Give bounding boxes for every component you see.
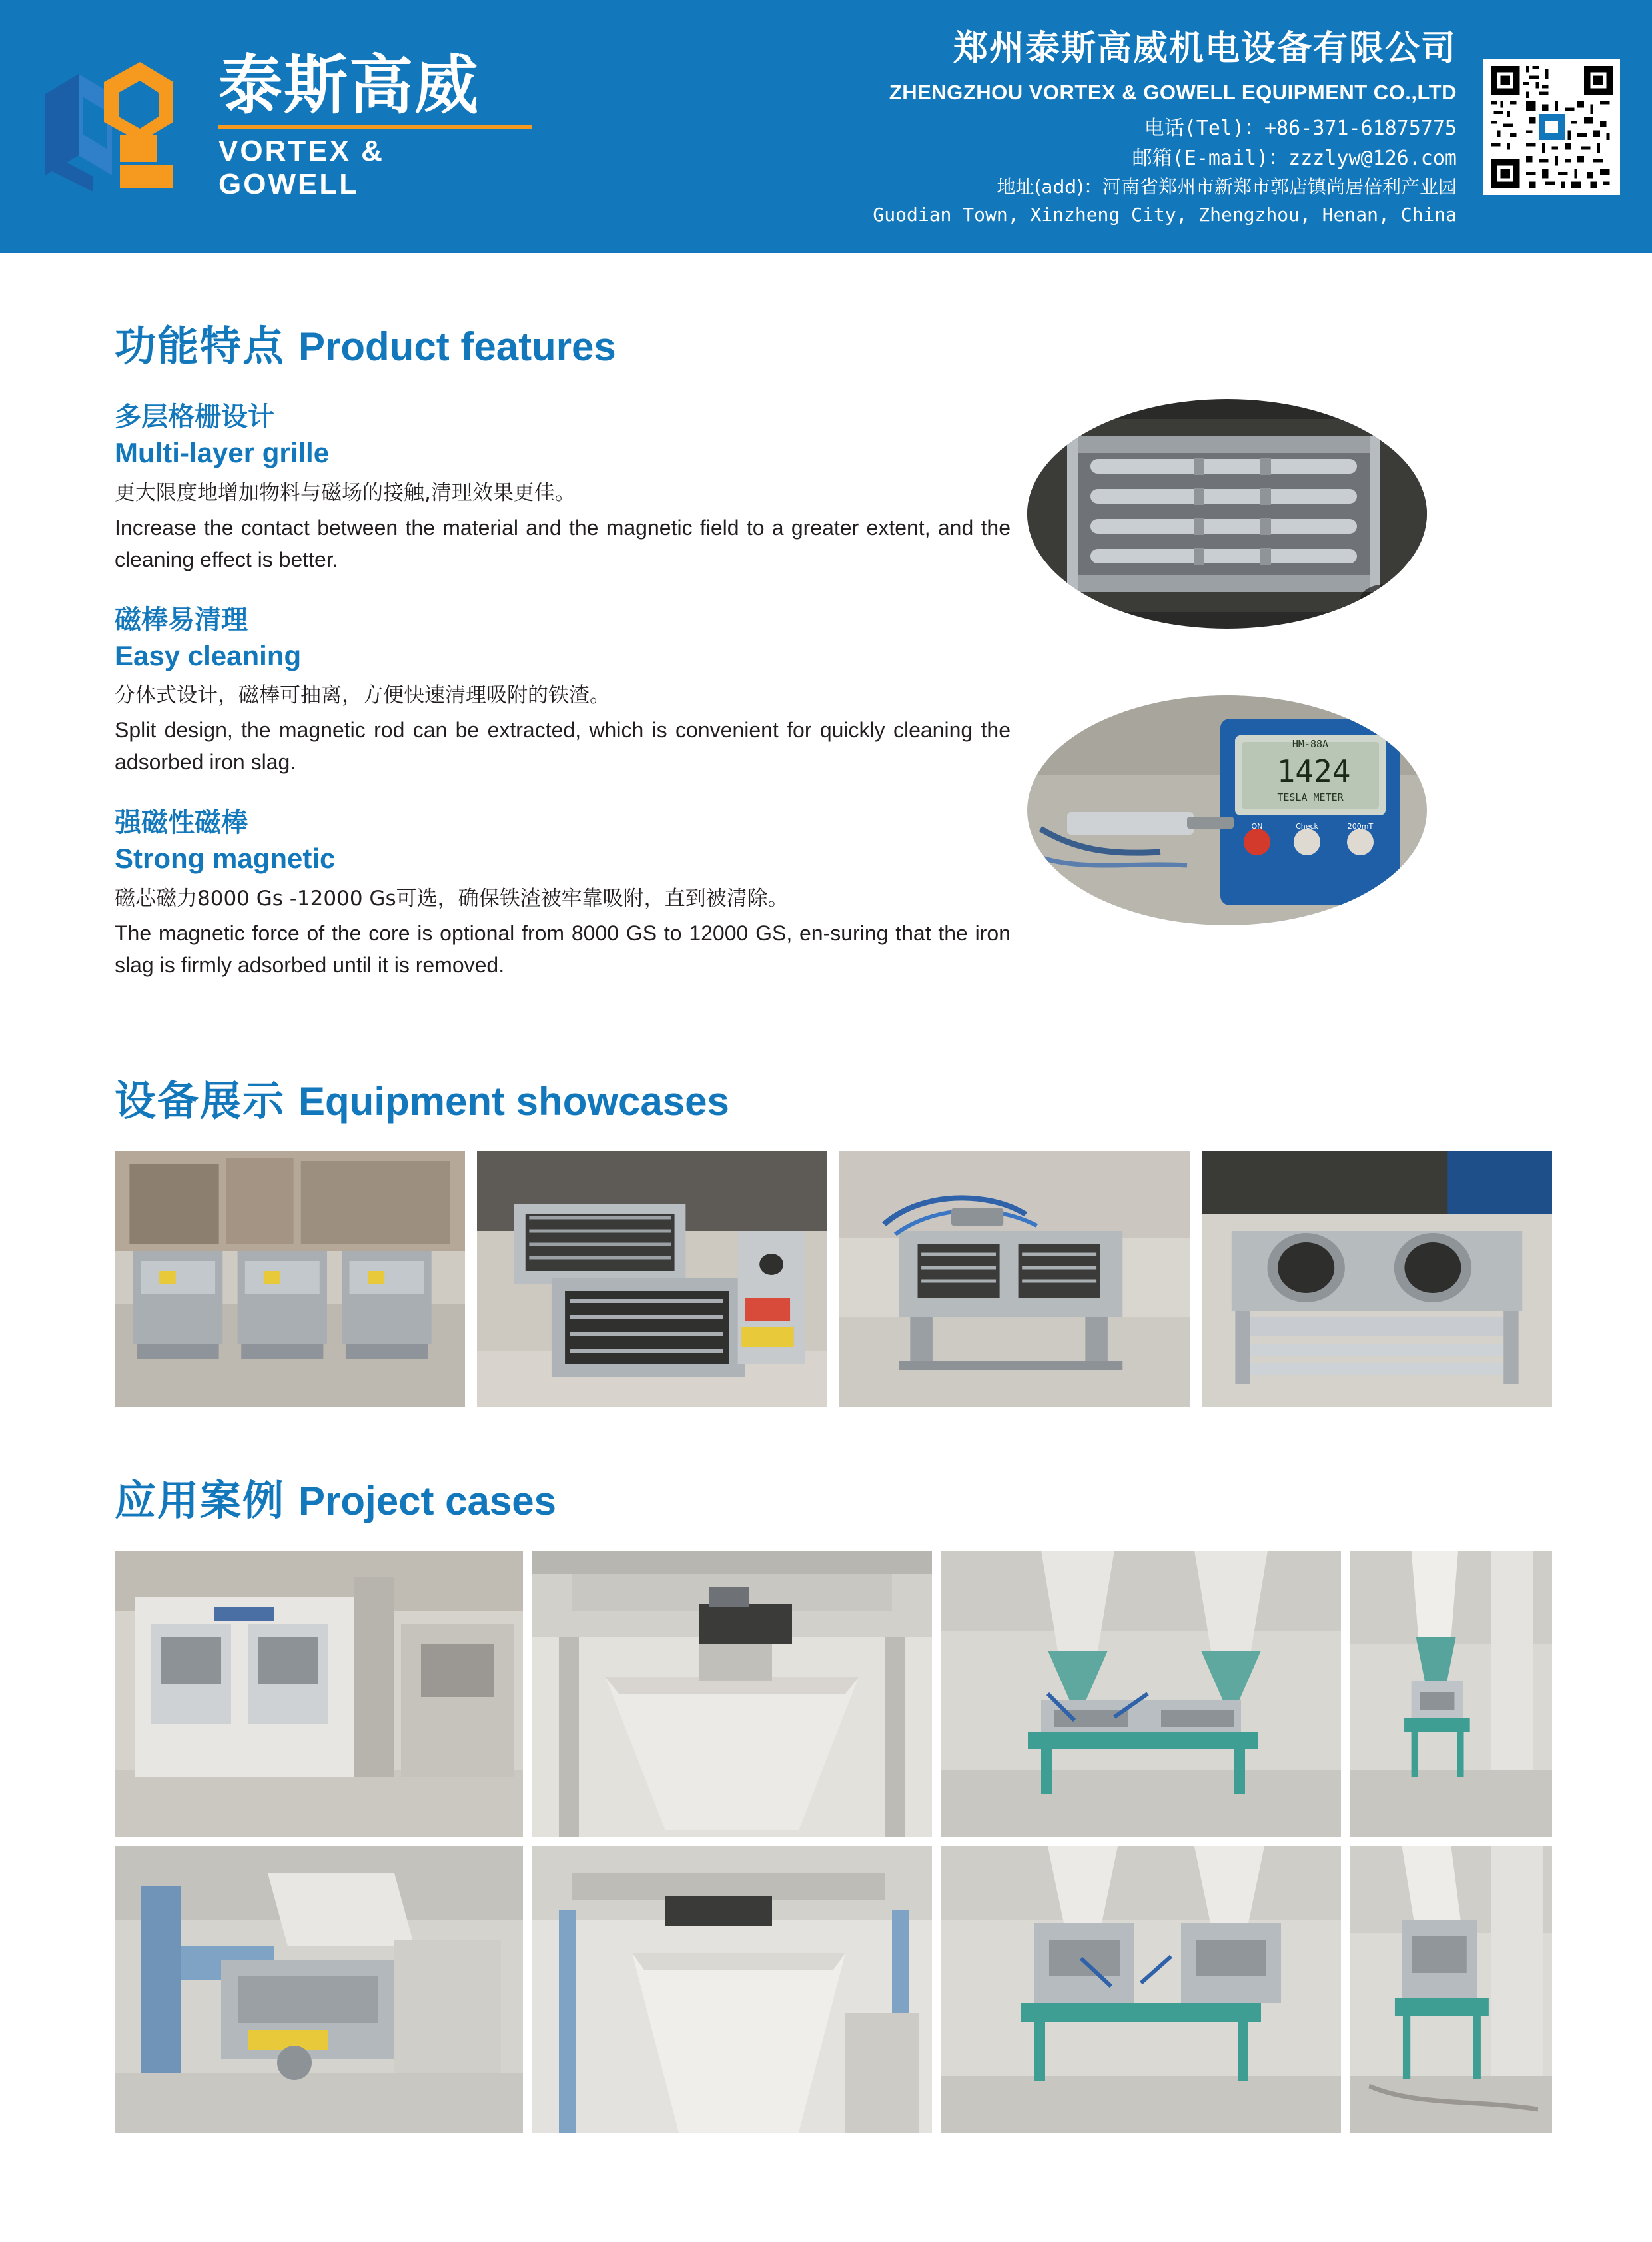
brand-name-cn: 泰斯高威 [218,47,480,123]
equipment-photo-4 [1202,1151,1552,1407]
features-title-cn: 功能特点 [115,322,286,370]
equipment-photo-2 [477,1151,827,1407]
feature-body-cn: 磁芯磁力8000 Gs -12000 Gs可选，确保铁渣被牢靠吸附，直到被清除。 [115,886,789,911]
case-photo-6 [532,1846,932,2133]
features-photo-column [1027,399,1440,1008]
svg-text:HM-88A: HM-88A [1292,738,1329,750]
equipment-photo-grid [0,1151,1652,1407]
company-name-en: ZHENGZHOU VORTEX & GOWELL EQUIPMENT CO.,LTD [889,81,1457,105]
spacer [0,253,1652,313]
cases-photo-grid [0,1551,1652,2133]
cases-row-2 [115,1846,1552,2133]
feature-item-multi-layer-grille [115,399,1021,575]
cases-row-1 [115,1551,1552,1837]
equipment-title-en: Equipment showcases [298,1078,729,1124]
spacer [0,1008,1652,1068]
svg-text:1424: 1424 [1276,753,1351,789]
case-photo-5 [115,1846,523,2133]
feature-body-en: The magnetic force of the core is optional from 8000 GS to 12000 GS, en-suring that the iron slag is firmly adsorbed until it is removed. [115,921,1011,977]
tesla-meter-measurement-photo [1027,695,1427,925]
equipment-title-cn: 设备展示 [115,1076,286,1125]
section-title-equipment [0,1068,1652,1127]
feature-body-cn: 分体式设计，磁棒可抽离，方便快速清理吸附的铁渣。 [115,683,610,708]
company-email: 邮箱(E-mail)：zzzlyw@126.com [1132,147,1457,171]
case-photo-1 [115,1551,523,1837]
equipment-photo-1 [115,1151,465,1407]
brand-name-en: VORTEX & GOWELL [218,125,532,201]
magnetic-rod-grille-photo [1027,399,1427,629]
section-title-features [0,313,1652,372]
qr-code-icon [1483,59,1620,195]
company-telephone: 电话(Tel)：+86-371-61875775 [1144,117,1457,141]
cases-title-cn: 应用案例 [115,1475,286,1525]
spacer [0,1407,1652,1467]
features-body [0,399,1652,1008]
svg-text:200mT: 200mT [1347,822,1374,831]
case-photo-2 [532,1551,932,1837]
equipment-photo-3 [839,1151,1190,1407]
svg-text:ON: ON [1251,822,1263,831]
features-text-column [115,399,1021,1008]
company-logo-icon [40,55,206,198]
company-name-cn: 郑州泰斯高威机电设备有限公司 [953,28,1457,69]
svg-text:TESLA METER: TESLA METER [1277,791,1344,803]
section-title-cases [0,1467,1652,1527]
svg-text:Check: Check [1296,822,1318,831]
case-photo-8 [1350,1846,1552,2133]
feature-body-en: Split design, the magnetic rod can be extracted, which is convenient for quickly cleaning the adsorbed iron slag. [115,718,1011,775]
feature-head-cn: 多层格栅设计 [115,402,274,432]
brand-block [0,0,659,253]
feature-head-en: Multi-layer grille [115,437,330,468]
feature-body-en: Increase the contact between the material and the magnetic field to a greater extent, and the cleaning effect is better. [115,515,1011,571]
case-photo-7 [941,1846,1341,2133]
feature-head-cn: 强磁性磁棒 [115,807,248,839]
company-address-cn: 地址(add)：河南省郑州市新郑市郭店镇尚居倍利产业园 [997,176,1457,198]
features-title-en: Product features [298,324,616,369]
page-content [0,253,1652,2133]
case-photo-3 [941,1551,1341,1837]
page-header [0,0,1652,253]
cases-title-en: Project cases [298,1478,556,1523]
brand-wordmark [218,47,532,202]
company-contact-block [659,0,1483,253]
feature-body-cn: 更大限度地增加物料与磁场的接触,清理效果更佳。 [115,480,576,505]
feature-head-en: Easy cleaning [115,639,302,671]
case-photo-4 [1350,1551,1552,1837]
feature-item-easy-cleaning [115,602,1021,779]
company-address-en: Guodian Town, Xinzheng City, Zhengzhou, Henan, China [873,204,1457,226]
feature-head-en: Strong magnetic [115,843,336,875]
feature-item-strong-magnetic [115,805,1021,981]
feature-head-cn: 磁棒易清理 [115,604,248,635]
